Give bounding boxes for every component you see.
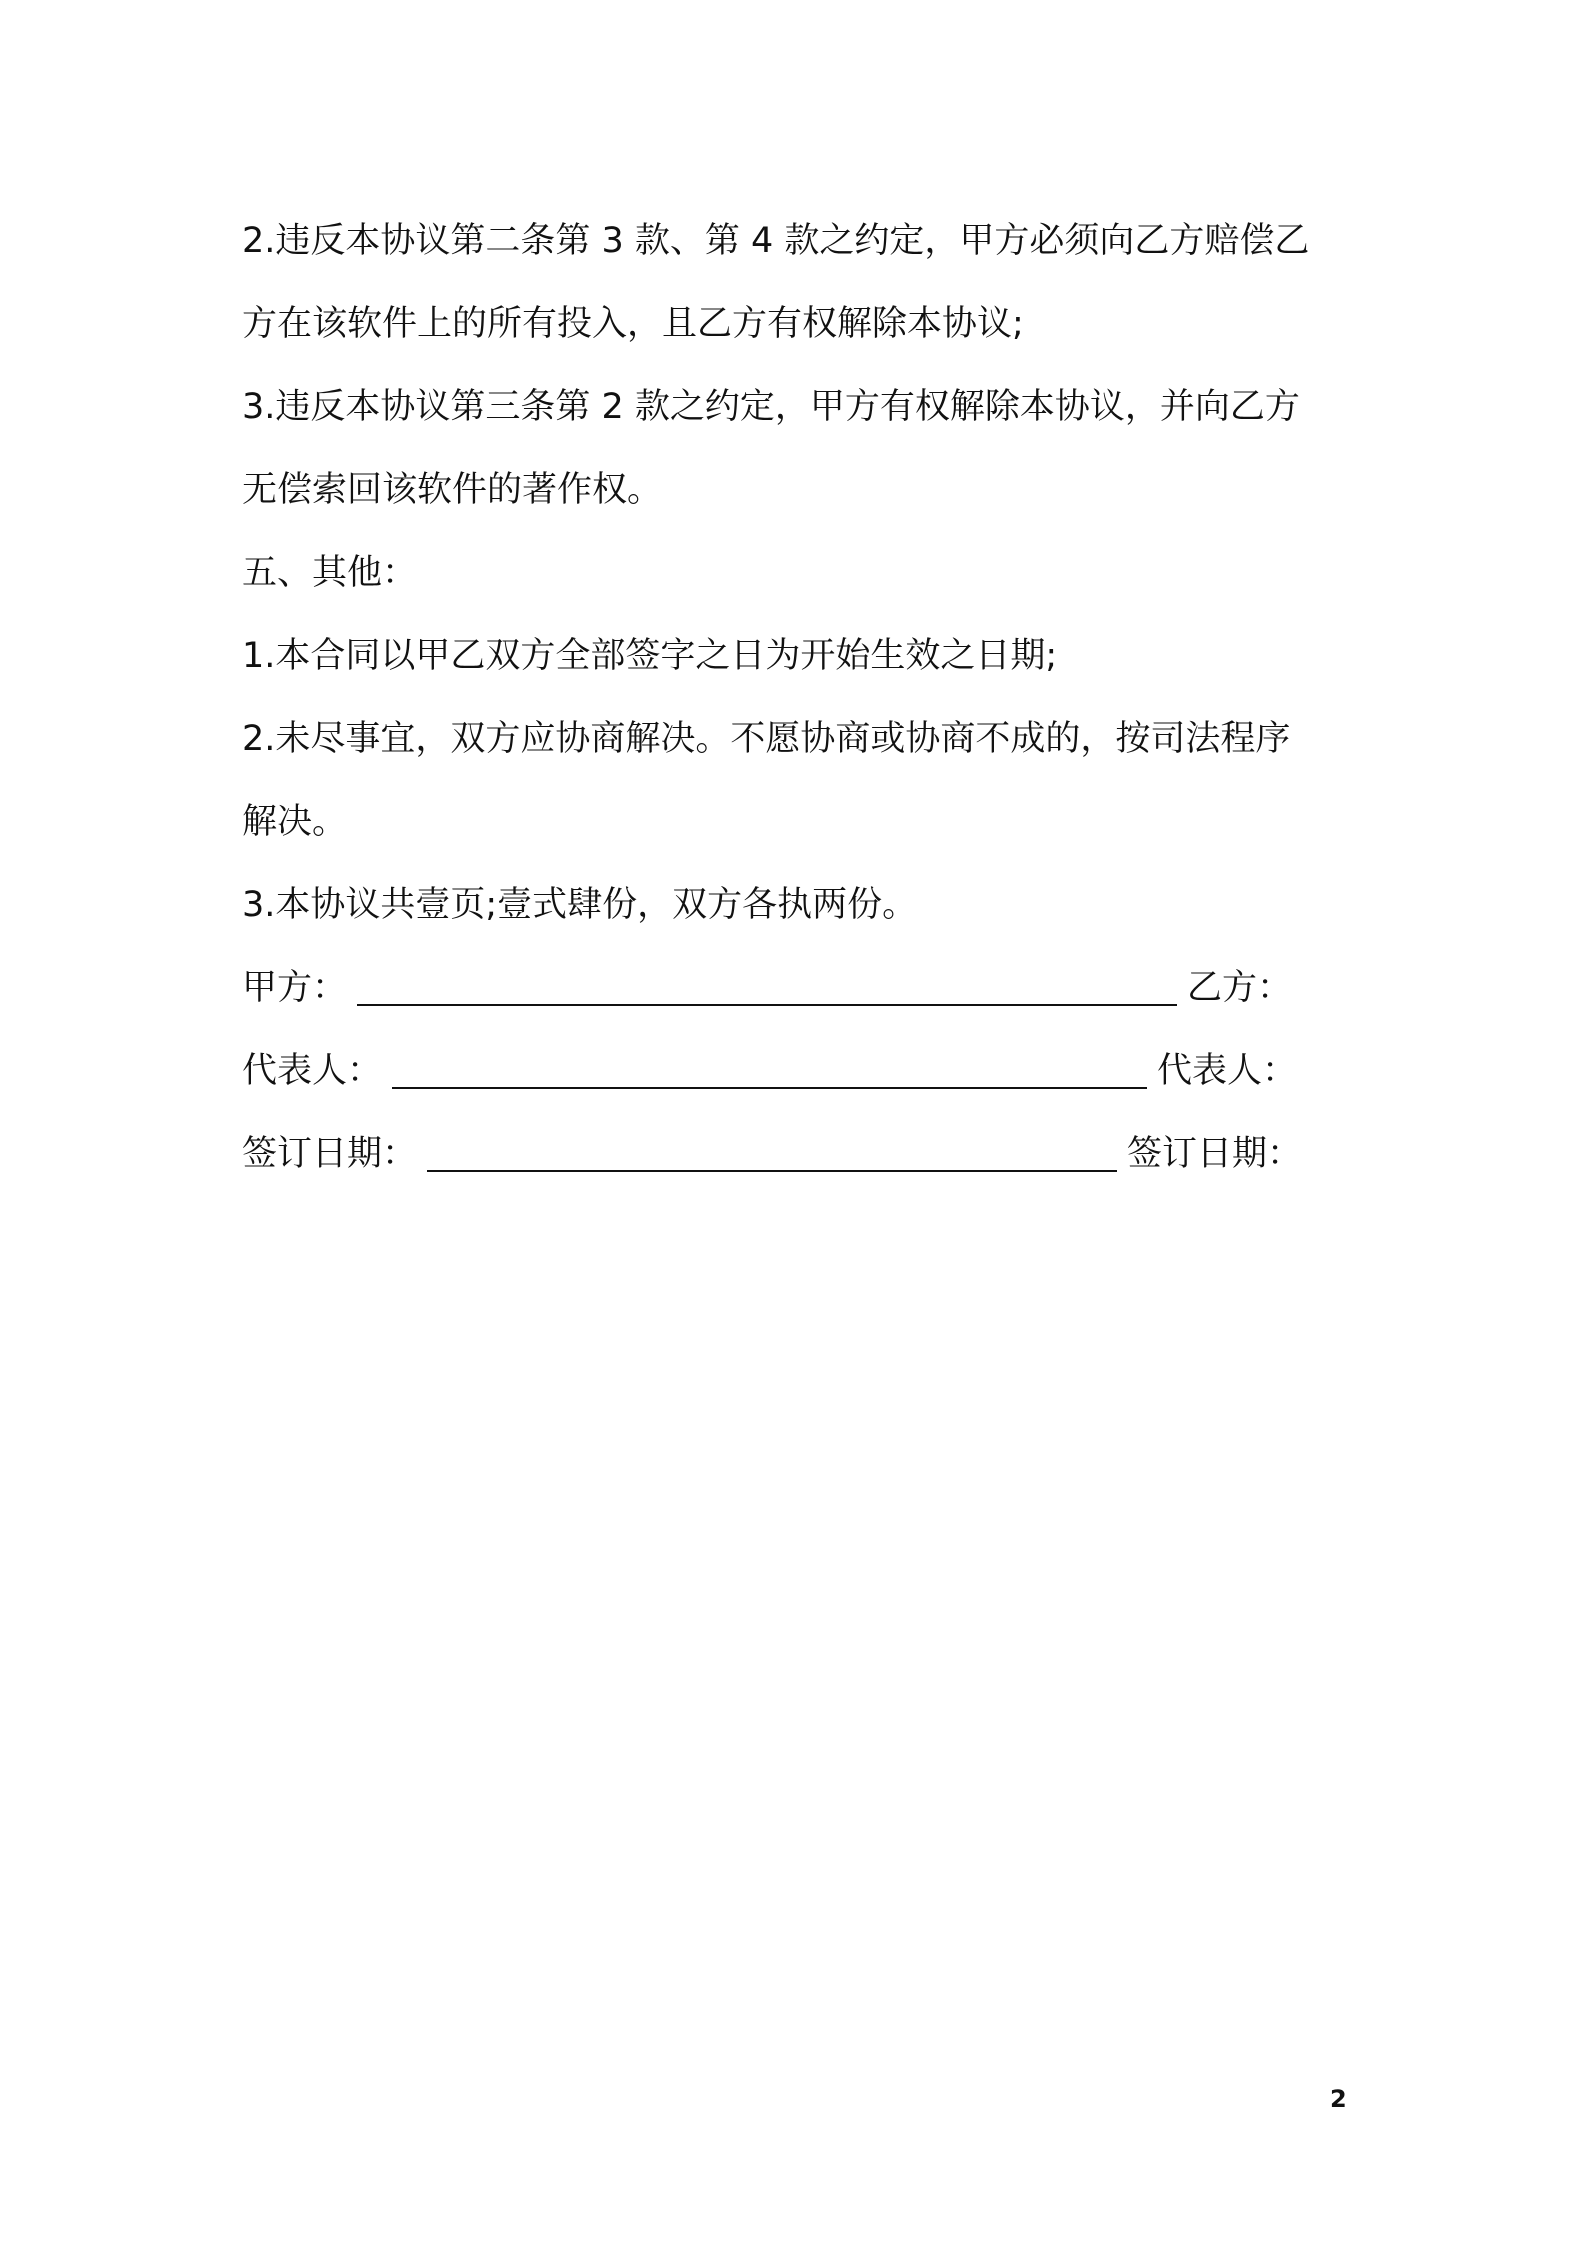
document-body (242, 200, 1352, 1196)
section-heading: 五、其他： (242, 553, 418, 593)
date-signature-row (242, 1113, 1352, 1196)
party-a-blank (357, 982, 1177, 1006)
representative-a-label: 代表人： (242, 1051, 383, 1091)
sign-date-b-label: 签订日期： (1127, 1134, 1303, 1174)
page-number: 2 (1330, 2085, 1347, 2113)
party-b-label: 乙方： (1187, 968, 1293, 1008)
text-line: 无偿索回该软件的著作权。 (242, 470, 663, 510)
representative-a-blank (392, 1065, 1147, 1089)
text-line: 2.违反本协议第二条第 3 款、第 4 款之约定，甲方必须向乙方赔偿乙 (242, 221, 1310, 261)
text-line: 2.未尽事宜，双方应协商解决。不愿协商或协商不成的，按司法程序 (242, 719, 1291, 759)
text-line: 方在该软件上的所有投入，且乙方有权解除本协议; (242, 304, 1024, 344)
representative-b-label: 代表人： (1157, 1051, 1298, 1091)
text-line: 3.本协议共壹页;壹式肆份，双方各执两份。 (242, 885, 918, 925)
sign-date-a-blank (427, 1148, 1117, 1172)
representative-signature-row (242, 1030, 1352, 1113)
party-a-label: 甲方： (242, 968, 348, 1008)
sign-date-a-label: 签订日期： (242, 1134, 418, 1174)
text-line: 3.违反本协议第三条第 2 款之约定，甲方有权解除本协议，并向乙方 (242, 387, 1300, 427)
text-line: 解决。 (242, 802, 348, 842)
party-signature-row (242, 947, 1352, 1030)
text-line: 1.本合同以甲乙双方全部签字之日为开始生效之日期; (242, 636, 1058, 676)
